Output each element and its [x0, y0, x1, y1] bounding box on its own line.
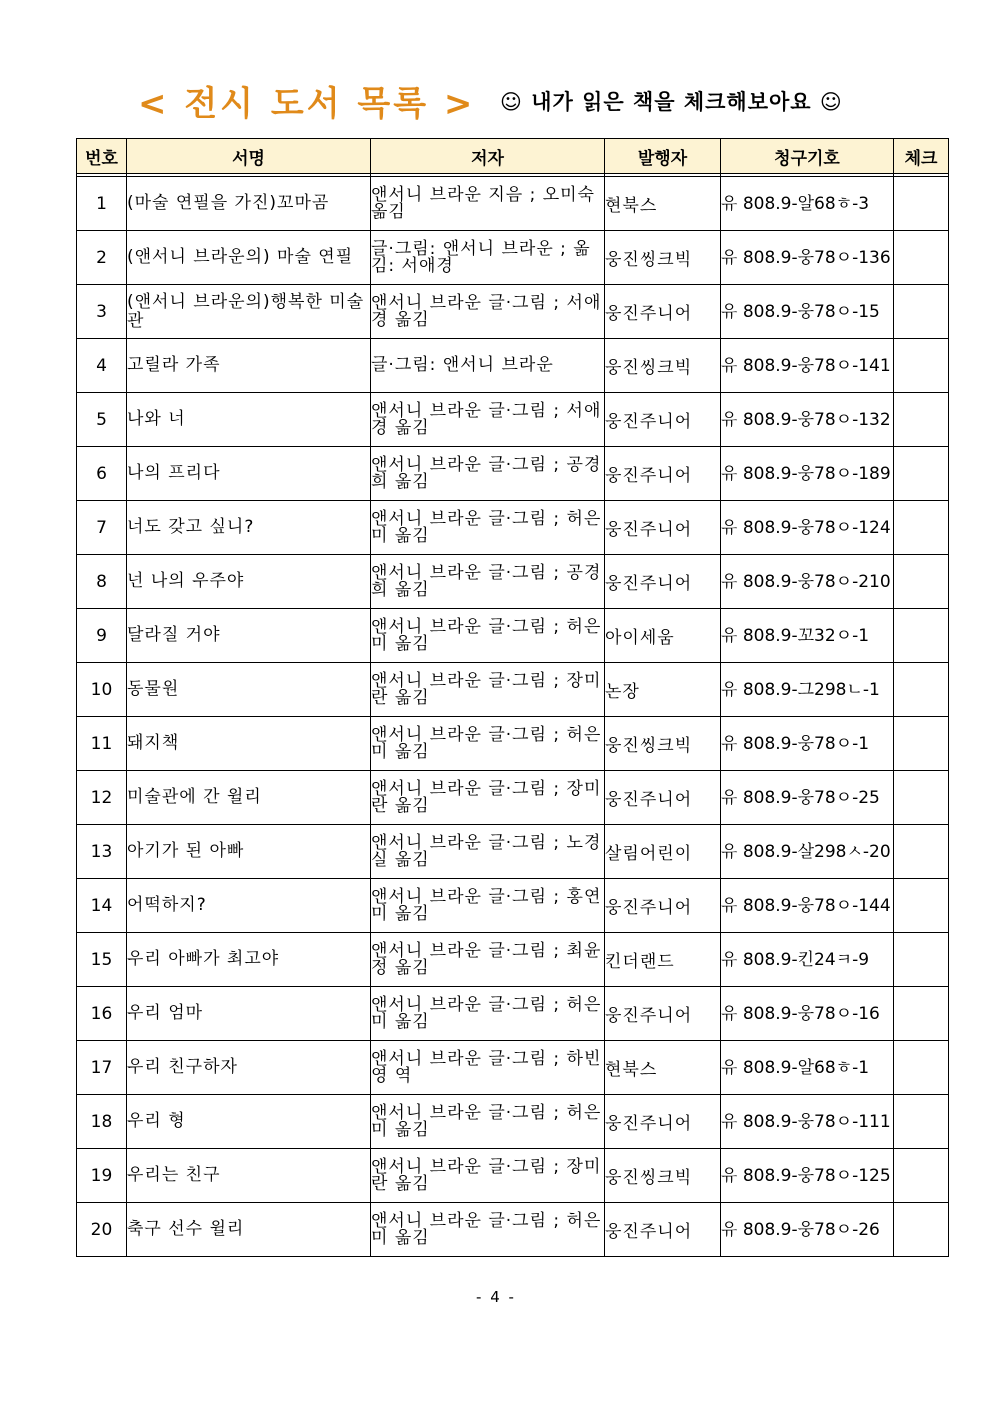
book-check-box[interactable] [894, 879, 949, 933]
book-author: 앤서니 브라운 글·그림 ; 공경희 옮김 [371, 555, 605, 609]
book-author: 앤서니 브라운 글·그림 ; 허은미 옮김 [371, 987, 605, 1041]
table-row [77, 717, 949, 771]
book-title: 미술관에 간 윌리 [127, 771, 371, 825]
table-body [77, 177, 949, 1257]
book-call-number: 유 808.9-그298ㄴ-1 [721, 663, 894, 717]
column-header-publisher: 발행자 [605, 139, 721, 174]
table-header-row [77, 139, 949, 174]
book-number: 12 [77, 771, 127, 825]
book-number: 3 [77, 285, 127, 339]
book-publisher: 킨더랜드 [605, 933, 721, 987]
book-list-table [76, 138, 949, 1257]
book-publisher: 웅진주니어 [605, 771, 721, 825]
book-number: 13 [77, 825, 127, 879]
book-publisher: 웅진주니어 [605, 447, 721, 501]
book-author: 앤서니 브라운 글·그림 ; 최윤정 옮김 [371, 933, 605, 987]
book-publisher: 살림어린이 [605, 825, 721, 879]
book-check-box[interactable] [894, 393, 949, 447]
book-number: 14 [77, 879, 127, 933]
book-number: 16 [77, 987, 127, 1041]
book-author: 앤서니 브라운 글·그림 ; 장미란 옮김 [371, 663, 605, 717]
book-publisher: 웅진주니어 [605, 1095, 721, 1149]
book-call-number: 유 808.9-웅78ㅇ-132 [721, 393, 894, 447]
book-check-box[interactable] [894, 771, 949, 825]
table-row [77, 393, 949, 447]
book-author: 앤서니 브라운 글·그림 ; 하빈영 역 [371, 1041, 605, 1095]
book-number: 9 [77, 609, 127, 663]
page-number: - 4 - [476, 1288, 516, 1306]
book-call-number: 유 808.9-웅78ㅇ-111 [721, 1095, 894, 1149]
table-row [77, 231, 949, 285]
book-call-number: 유 808.9-킨24ㅋ-9 [721, 933, 894, 987]
book-author: 앤서니 브라운 글·그림 ; 허은미 옮김 [371, 609, 605, 663]
book-title: 어떡하지? [127, 879, 371, 933]
book-number: 1 [77, 177, 127, 231]
table-row [77, 1203, 949, 1257]
table-row [77, 177, 949, 231]
book-check-box[interactable] [894, 501, 949, 555]
book-check-box[interactable] [894, 177, 949, 231]
book-call-number: 유 808.9-웅78ㅇ-144 [721, 879, 894, 933]
book-author: 앤서니 브라운 글·그림 ; 허은미 옮김 [371, 1095, 605, 1149]
book-call-number: 유 808.9-웅78ㅇ-210 [721, 555, 894, 609]
page-subtitle: ☺ 내가 읽은 책을 체크해보아요 ☺ [500, 90, 843, 114]
book-title: (앤서니 브라운의)행복한 미술관 [127, 285, 371, 339]
book-publisher: 웅진주니어 [605, 393, 721, 447]
book-call-number: 유 808.9-웅78ㅇ-125 [721, 1149, 894, 1203]
book-check-box[interactable] [894, 609, 949, 663]
book-author: 앤서니 브라운 글·그림 ; 홍연미 옮김 [371, 879, 605, 933]
book-author: 앤서니 브라운 글·그림 ; 허은미 옮김 [371, 501, 605, 555]
book-number: 4 [77, 339, 127, 393]
book-publisher: 아이세움 [605, 609, 721, 663]
book-number: 11 [77, 717, 127, 771]
book-check-box[interactable] [894, 663, 949, 717]
book-title: 달라질 거야 [127, 609, 371, 663]
book-author: 글·그림: 앤서니 브라운 ; 옮김: 서애경 [371, 231, 605, 285]
book-publisher: 웅진씽크빅 [605, 231, 721, 285]
table-row [77, 609, 949, 663]
book-check-box[interactable] [894, 1149, 949, 1203]
table-row [77, 447, 949, 501]
book-number: 6 [77, 447, 127, 501]
book-publisher: 현북스 [605, 1041, 721, 1095]
book-check-box[interactable] [894, 1095, 949, 1149]
book-check-box[interactable] [894, 825, 949, 879]
column-header-title: 서명 [127, 139, 371, 174]
table-row [77, 1095, 949, 1149]
column-header-author: 저자 [371, 139, 605, 174]
book-publisher: 현북스 [605, 177, 721, 231]
book-title: 너도 갖고 싶니? [127, 501, 371, 555]
book-call-number: 유 808.9-웅78ㅇ-26 [721, 1203, 894, 1257]
book-title: 동물원 [127, 663, 371, 717]
book-call-number: 유 808.9-웅78ㅇ-15 [721, 285, 894, 339]
book-title: 우리 친구하자 [127, 1041, 371, 1095]
book-title: 고릴라 가족 [127, 339, 371, 393]
column-header-check: 체크 [894, 139, 949, 174]
book-publisher: 웅진씽크빅 [605, 1149, 721, 1203]
table-row [77, 1041, 949, 1095]
book-title: 나와 너 [127, 393, 371, 447]
book-title: 나의 프리다 [127, 447, 371, 501]
book-title: (마술 연필을 가진)꼬마곰 [127, 177, 371, 231]
table-row [77, 285, 949, 339]
table-row [77, 501, 949, 555]
table-row [77, 987, 949, 1041]
book-check-box[interactable] [894, 285, 949, 339]
book-title: 우리 엄마 [127, 987, 371, 1041]
book-author: 앤서니 브라운 글·그림 ; 허은미 옮김 [371, 1203, 605, 1257]
book-title: 축구 선수 윌리 [127, 1203, 371, 1257]
book-check-box[interactable] [894, 987, 949, 1041]
table-row [77, 1149, 949, 1203]
book-check-box[interactable] [894, 717, 949, 771]
table-row [77, 825, 949, 879]
book-author: 앤서니 브라운 글·그림 ; 서애경 옮김 [371, 393, 605, 447]
book-publisher: 웅진주니어 [605, 987, 721, 1041]
book-author: 앤서니 브라운 글·그림 ; 장미란 옮김 [371, 771, 605, 825]
book-check-box[interactable] [894, 933, 949, 987]
book-call-number: 유 808.9-웅78ㅇ-124 [721, 501, 894, 555]
book-number: 15 [77, 933, 127, 987]
book-call-number: 유 808.9-알68ㅎ-1 [721, 1041, 894, 1095]
book-author: 앤서니 브라운 글·그림 ; 허은미 옮김 [371, 717, 605, 771]
book-call-number: 유 808.9-웅78ㅇ-25 [721, 771, 894, 825]
book-number: 8 [77, 555, 127, 609]
table-row [77, 555, 949, 609]
book-publisher: 웅진주니어 [605, 501, 721, 555]
book-title: 넌 나의 우주야 [127, 555, 371, 609]
table-row [77, 339, 949, 393]
book-title: (앤서니 브라운의) 마술 연필 [127, 231, 371, 285]
book-check-box[interactable] [894, 1203, 949, 1257]
book-publisher: 웅진주니어 [605, 879, 721, 933]
page-title: < 전시 도서 목록 > [138, 84, 476, 124]
column-header-call-number: 청구기호 [721, 139, 894, 174]
book-publisher: 웅진주니어 [605, 555, 721, 609]
book-publisher: 웅진씽크빅 [605, 717, 721, 771]
book-call-number: 유 808.9-웅78ㅇ-141 [721, 339, 894, 393]
book-check-box[interactable] [894, 339, 949, 393]
book-author: 앤서니 브라운 글·그림 ; 장미란 옮김 [371, 1149, 605, 1203]
book-publisher: 웅진씽크빅 [605, 339, 721, 393]
book-author: 앤서니 브라운 글·그림 ; 노경실 옮김 [371, 825, 605, 879]
book-author: 글·그림: 앤서니 브라운 [371, 339, 605, 393]
book-call-number: 유 808.9-웅78ㅇ-189 [721, 447, 894, 501]
book-publisher: 논장 [605, 663, 721, 717]
book-title: 우리 형 [127, 1095, 371, 1149]
book-call-number: 유 808.9-꼬32ㅇ-1 [721, 609, 894, 663]
book-check-box[interactable] [894, 231, 949, 285]
book-number: 19 [77, 1149, 127, 1203]
book-title: 돼지책 [127, 717, 371, 771]
book-number: 20 [77, 1203, 127, 1257]
table-row [77, 663, 949, 717]
book-check-box[interactable] [894, 447, 949, 501]
book-call-number: 유 808.9-알68ㅎ-3 [721, 177, 894, 231]
book-number: 10 [77, 663, 127, 717]
book-number: 7 [77, 501, 127, 555]
book-publisher: 웅진주니어 [605, 285, 721, 339]
book-check-box[interactable] [894, 555, 949, 609]
table-row [77, 879, 949, 933]
column-header-number: 번호 [77, 139, 127, 174]
book-call-number: 유 808.9-웅78ㅇ-16 [721, 987, 894, 1041]
book-number: 18 [77, 1095, 127, 1149]
book-check-box[interactable] [894, 1041, 949, 1095]
book-call-number: 유 808.9-웅78ㅇ-136 [721, 231, 894, 285]
book-call-number: 유 808.9-살298ㅅ-20 [721, 825, 894, 879]
book-title: 우리는 친구 [127, 1149, 371, 1203]
book-call-number: 유 808.9-웅78ㅇ-1 [721, 717, 894, 771]
book-author: 앤서니 브라운 글·그림 ; 서애경 옮김 [371, 285, 605, 339]
book-publisher: 웅진주니어 [605, 1203, 721, 1257]
book-number: 17 [77, 1041, 127, 1095]
book-author: 앤서니 브라운 글·그림 ; 공경희 옮김 [371, 447, 605, 501]
book-number: 5 [77, 393, 127, 447]
book-title: 아기가 된 아빠 [127, 825, 371, 879]
table-row [77, 933, 949, 987]
book-title: 우리 아빠가 최고야 [127, 933, 371, 987]
book-number: 2 [77, 231, 127, 285]
table-row [77, 771, 949, 825]
book-author: 앤서니 브라운 지음 ; 오미숙 옮김 [371, 177, 605, 231]
